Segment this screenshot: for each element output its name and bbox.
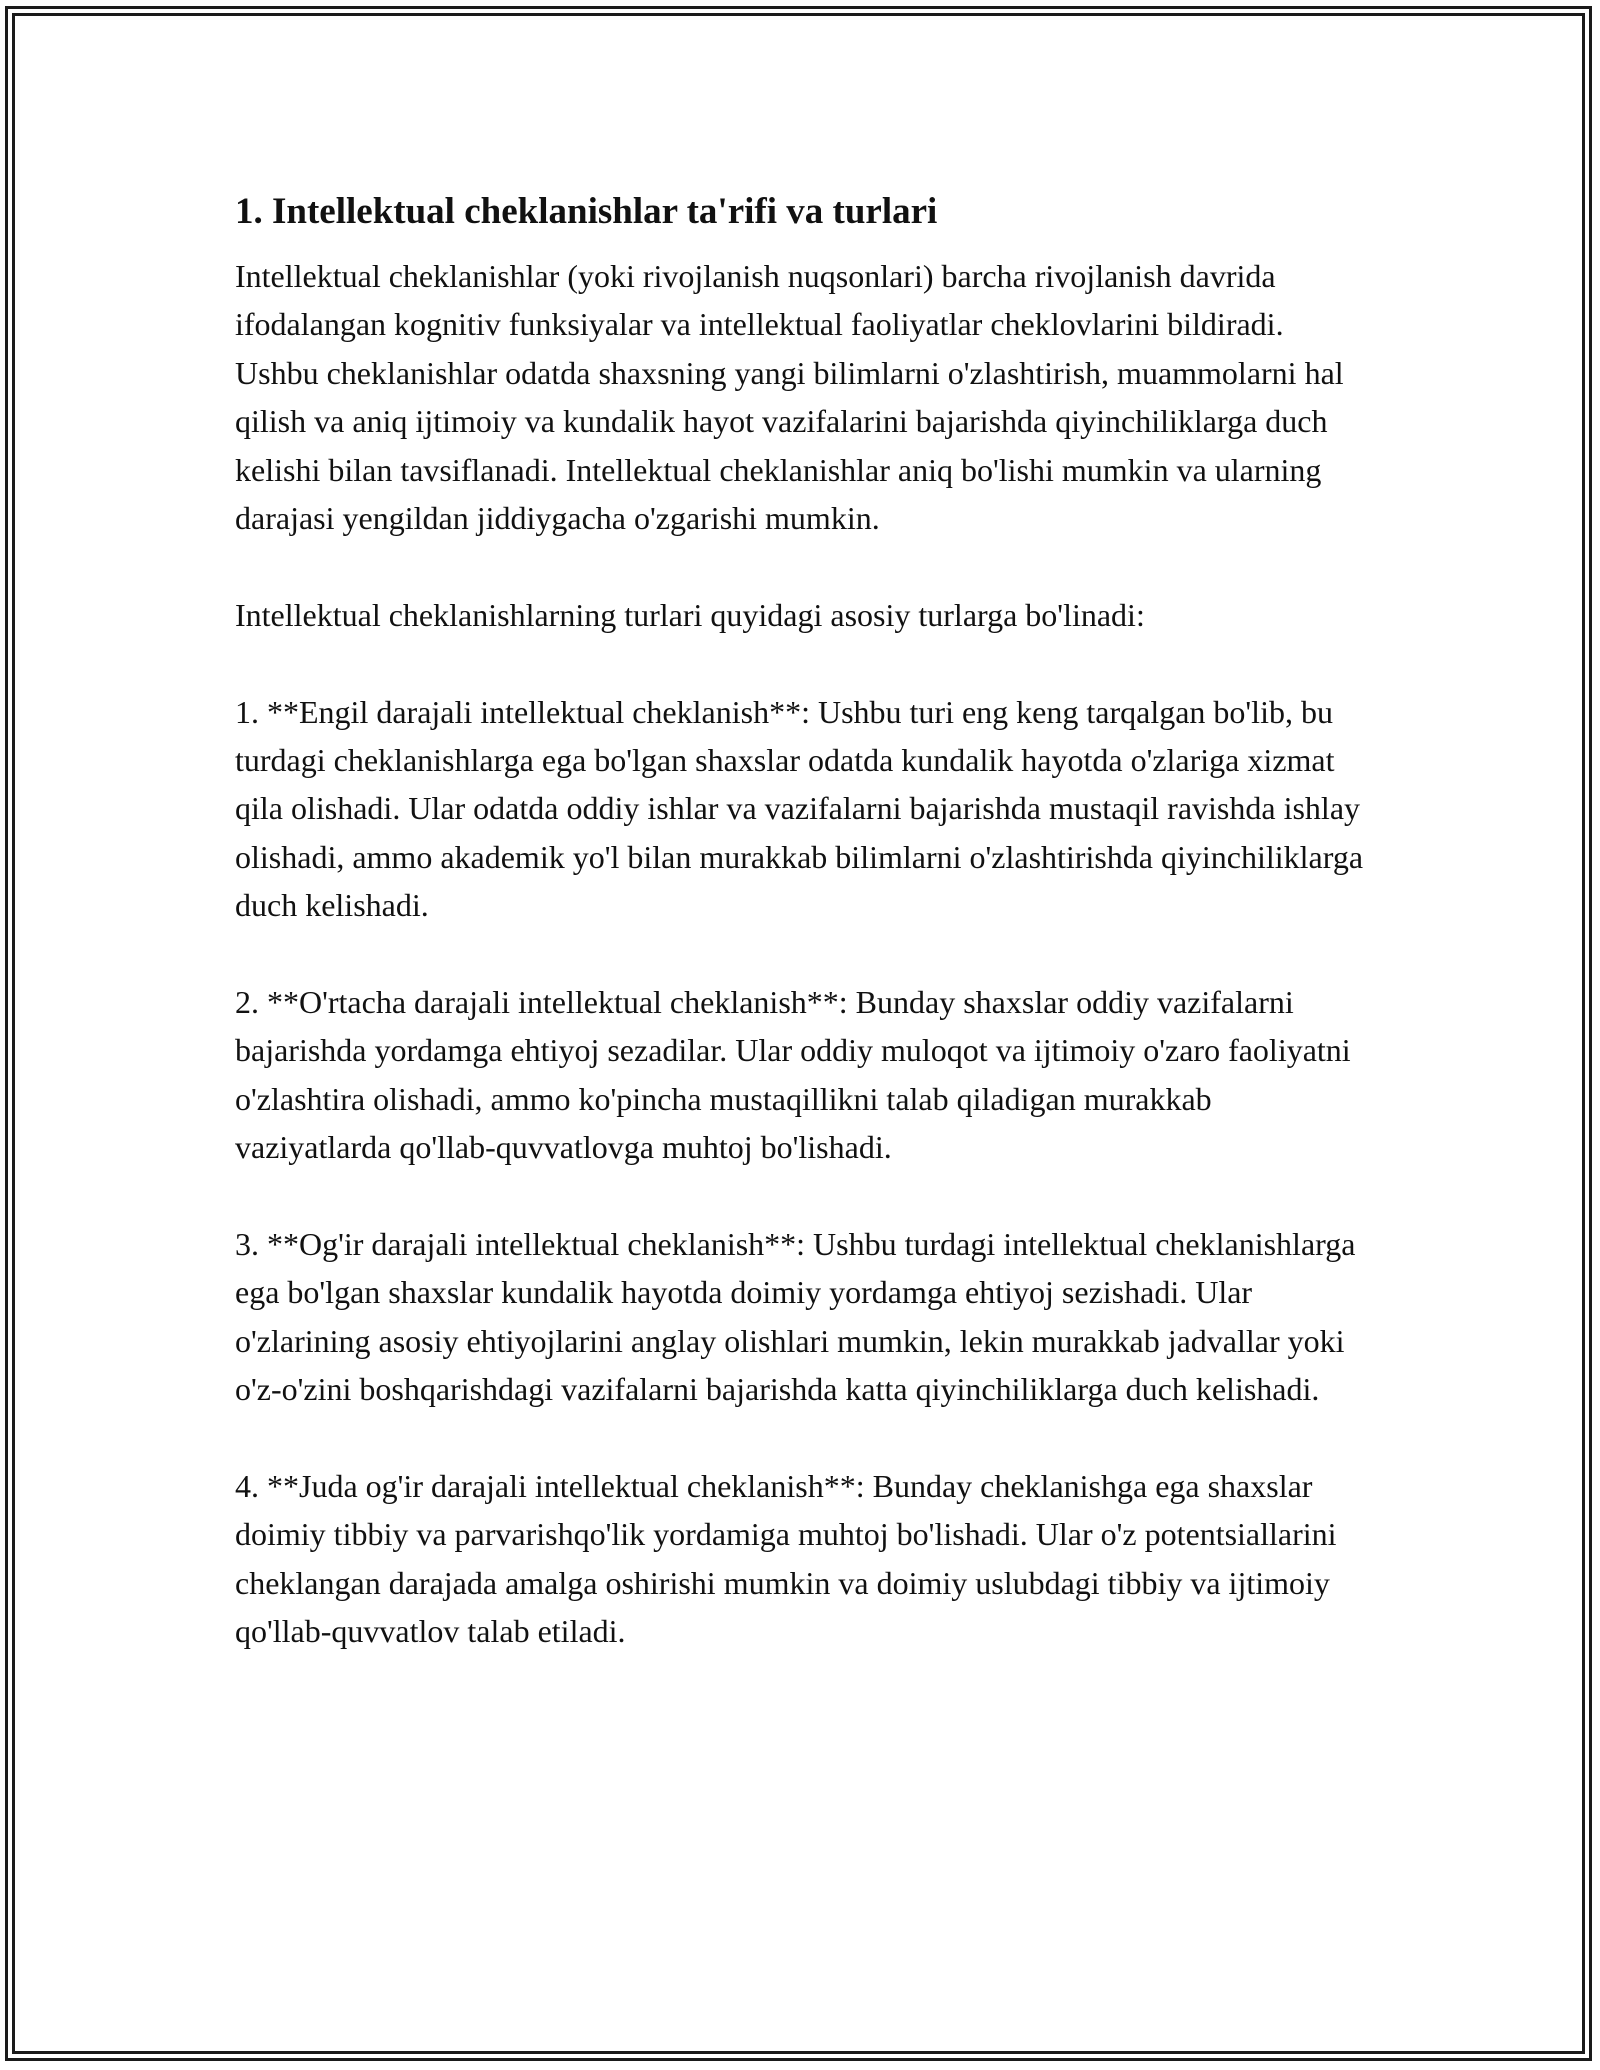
list-item-severe: 3. **Og'ir darajali intellektual cheklanish**: Ushbu turdagi intellektual cheklanishlarga ega bo'lgan shaxslar kundalik hayotda doimiy yordamga ehtiyoj sezishadi. Ular o'zlarining asosiy ehtiyojlarini anglay olishlari mumkin, lekin murakkab jadvallar yoki o'z-o'zini boshqarishdagi vazifalarni bajarishda katta qiyinchiliklarga duch kelishadi. — [235, 1226, 1356, 1408]
list-item-moderate: 2. **O'rtacha darajali intellektual cheklanish**: Bunday shaxslar oddiy vazifalarni bajarishda yordamga ehtiyoj sezadilar. Ular oddiy muloqot va ijtimoiy o'zaro faoliyatni o'zlashtira olishadi, ammo ko'pincha mustaqillikni talab qiladigan murakkab vaziyatlarda qo'llab-quvvatlovga muhtoj bo'lishadi. — [235, 984, 1351, 1166]
section-heading: 1. Intellektual cheklanishlar ta'rifi va turlari — [235, 191, 938, 232]
list-item-mild: 1. **Engil darajali intellektual cheklanish**: Ushbu turi eng keng tarqalgan bo'lib, bu turdagi cheklanishlarga ega bo'lgan shaxslar odatda kundalik hayotda o'zlariga xizmat qila olishadi. Ular odatda oddiy ishlar va vazifalarni bajarishda mustaqil ravishda ishlay olishadi, ammo akademik yo'l bilan murakkab bilimlarni o'zlashtirishda qiyinchiliklarga duch kelishadi. — [235, 693, 1364, 924]
paragraph-types-intro: Intellektual cheklanishlarning turlari quyidagi asosiy turlarga bo'linadi: — [235, 596, 1145, 633]
document-body — [235, 188, 1365, 1704]
paragraph-definition: Intellektual cheklanishlar (yoki rivojlanish nuqsonlari) barcha rivojlanish davrida ifodalangan kognitiv funksiyalar va intellektual faoliyatlar cheklovlarini bildiradi. Ushbu cheklanishlar odatda shaxsning yangi bilimlarni o'zlashtirish, muammolarni hal qilish va aniq ijtimoiy va kundalik hayot vazifalarini bajarishda qiyinchiliklarga duch kelishi bilan tavsiflanadi. Intellektual cheklanishlar aniq bo'lishi mumkin va ularning darajasi yengildan jiddiygacha o'zgarishi mumkin. — [235, 258, 1344, 537]
list-item-profound: 4. **Juda og'ir darajali intellektual cheklanish**: Bunday cheklanishga ega shaxslar doimiy tibbiy va parvarishqo'lik yordamiga muhtoj bo'lishadi. Ular o'z potentsiallarini cheklangan darajada amalga oshirishi mumkin va doimiy uslubdagi tibbiy va ijtimoiy qo'llab-quvvatlov talab etiladi. — [235, 1468, 1337, 1650]
